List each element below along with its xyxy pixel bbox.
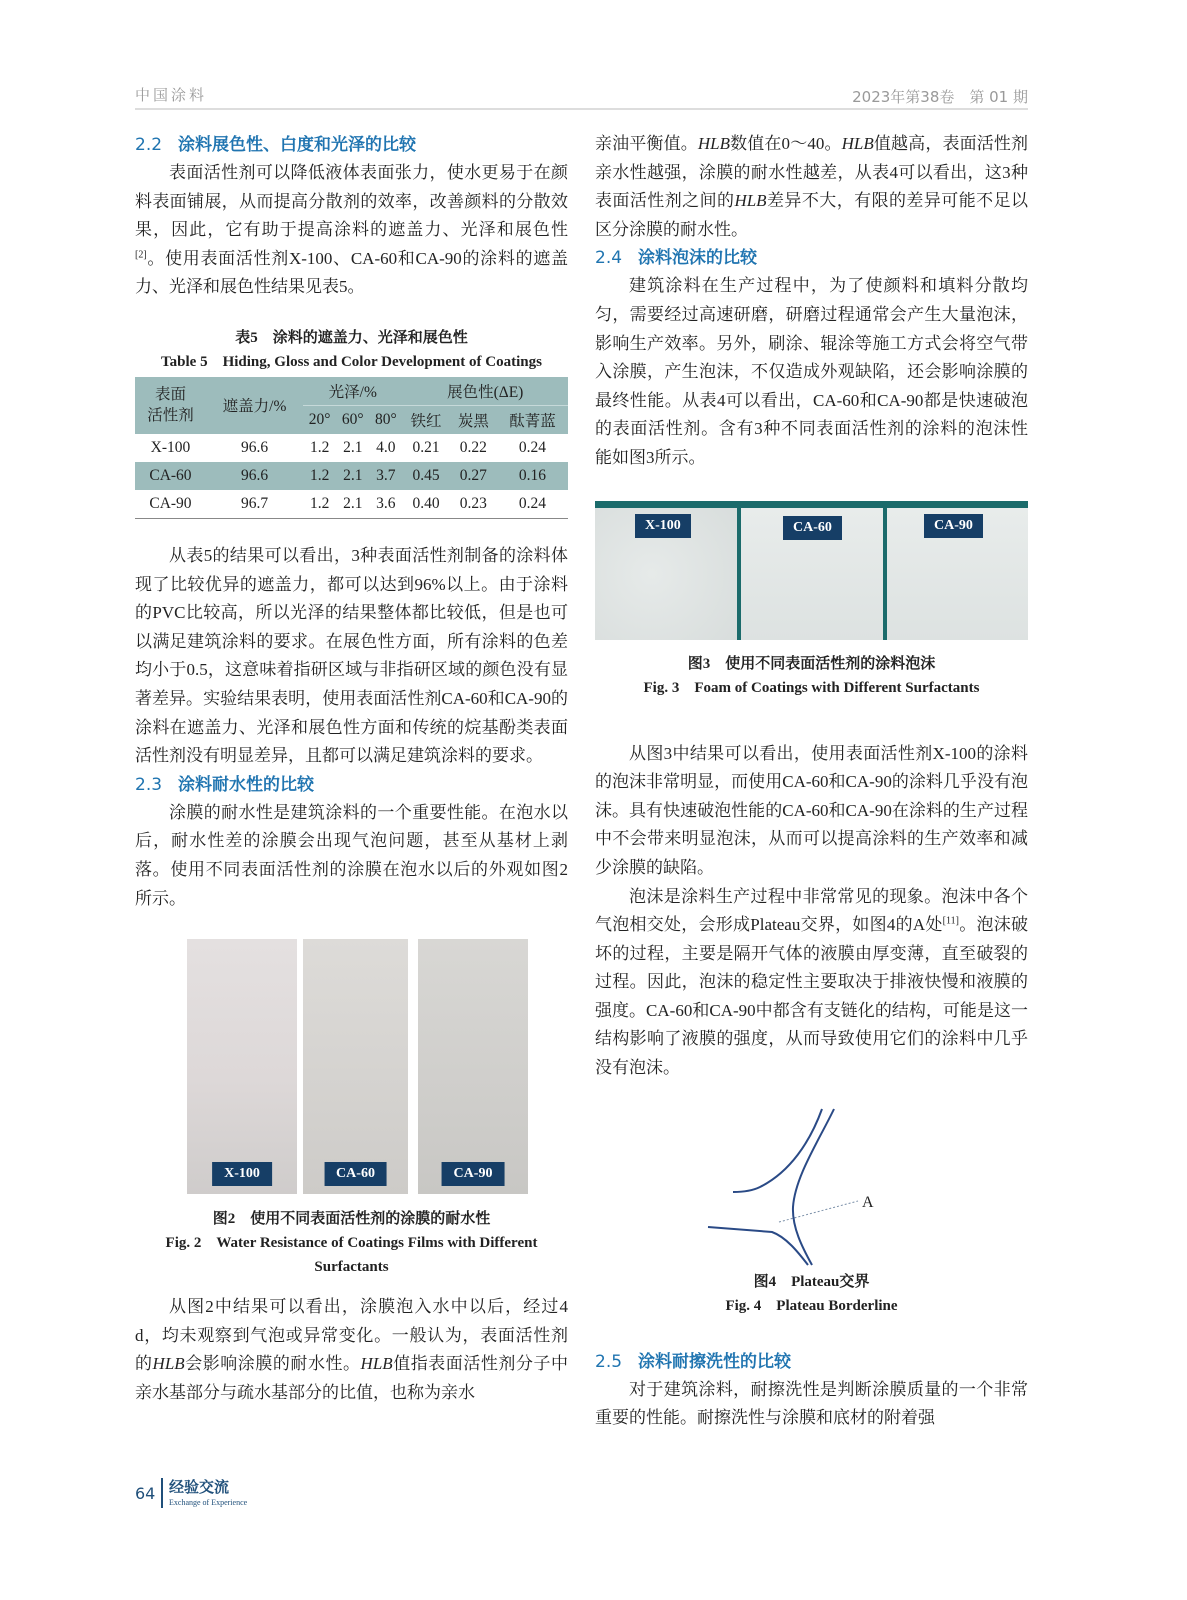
paragraph (595, 883, 1028, 1083)
text-run: 从图2中结果可以看出，涂膜泡入水中以后，经过4 d，均未观察到气泡或异常变化。一般认为，表面活性剂的 (135, 1297, 568, 1374)
citation: [2] (135, 249, 147, 261)
film-line (793, 1109, 834, 1265)
paragraph (595, 272, 1028, 472)
table-5 (135, 377, 568, 519)
paragraph (595, 130, 1028, 244)
cell: 3.6 (369, 490, 402, 519)
figure-2 (135, 939, 568, 1194)
cell: 0.21 (412, 438, 440, 456)
col-header-surfactant: 表面 活性剂 (135, 377, 206, 434)
subheader: 20° (303, 405, 336, 434)
fig2-panel-ca60 (303, 939, 408, 1194)
cell: 0.16 (497, 462, 568, 490)
text-run: 涂膜的耐水性是建筑涂料的一个重要性能。在泡水以后，耐水性差的涂膜会出现气泡问题，甚至从基材上剥落。使用不同表面活性剂的涂膜在泡水以后的外观如图2所示。 (135, 802, 568, 908)
panel-label: CA-90 (924, 514, 983, 538)
section-title: 涂料泡沫的比较 (638, 248, 758, 269)
journal-name: 中国涂料 (135, 86, 208, 104)
section-heading-2-3 (135, 771, 568, 799)
page-number: 64 (135, 1484, 156, 1503)
text-run: 。泡沫破坏的过程，主要是隔开气体的液膜由厚变薄，直至破裂的过程。因此，泡沫的稳定性主要取决于排液快慢和液膜的强度。CA-60和CA-90中都含有支链化的结构，可能是这一结构影响了液膜的强度，从而导致使用它们的涂料中几乎没有泡沫。 (595, 915, 1028, 1078)
section-heading-2-2 (135, 131, 568, 159)
italic-term: HLB (360, 1354, 393, 1374)
cell: X-100 (150, 438, 191, 456)
footer-divider (161, 1478, 163, 1508)
issue-info: 2023年第38卷 第 01 期 (852, 88, 1028, 106)
cell: 0.45 (402, 462, 449, 490)
paragraph (595, 740, 1028, 883)
right-column (595, 130, 1028, 1433)
cell: CA-90 (135, 490, 206, 519)
footer-section-en: Exchange of Experience (169, 1498, 248, 1507)
cell: 0.22 (459, 438, 487, 456)
cell: 0.24 (518, 438, 547, 456)
paragraph (595, 1376, 1028, 1433)
paragraph (135, 1293, 568, 1407)
panel-label: X-100 (212, 1162, 272, 1186)
text-run: 从表5的结果可以看出，3种表面活性剂制备的涂料体现了比较优异的遮盖力，都可以达到96%以上。由于涂料的PVC比较高，所以光泽的结果整体都比较低，但是也可以满足建筑涂料的要求。在展色性方面，所有涂料的色差均小于0.5，这意味着指研区域与非指研区域的颜色没有显著差异。实验结果表明，使用表面活性剂CA-60和CA-90的涂料在遮盖力、光泽和展色性方面和传统的烷基酚类表面活性剂没有明显差异，且都可以满足建筑涂料的要求。 (135, 545, 568, 766)
cell: 2.1 (336, 462, 369, 490)
cell: 2.1 (336, 490, 369, 519)
section-number: 2.4 (595, 248, 623, 269)
section-number: 2.5 (595, 1351, 623, 1372)
fig2-panel-x100 (187, 939, 297, 1194)
section-title: 涂料展色性、白度和光泽的比较 (178, 135, 417, 155)
section-number: 2.2 (135, 135, 163, 155)
cell: 0.23 (450, 490, 497, 519)
panel-label: CA-60 (324, 1162, 387, 1186)
paragraph (135, 799, 568, 913)
panel-label: X-100 (635, 514, 691, 538)
film-line (708, 1227, 808, 1265)
cell: 4.0 (376, 438, 396, 456)
text-run: 泡沫是涂料生产过程中非常常见的现象。泡沫中各个气泡相交处，会形成Plateau交界，如图4的A处 (595, 886, 1028, 935)
pointer-line (779, 1201, 858, 1222)
subheader: 铁红 (402, 405, 449, 434)
cell: 1.2 (309, 438, 330, 456)
text-run: 值越高，表面活性剂亲水性越强，涂膜的耐水性越差，从表4可以看出，这3种表面活性剂之间的 (595, 134, 1029, 211)
film-line (733, 1109, 822, 1192)
text-run: 数值在0～40。 (729, 134, 842, 153)
fig2-caption-cn: 图2 使用不同表面活性剂的涂膜的耐水性 (212, 1211, 491, 1228)
figure-3 (595, 501, 1028, 640)
fig2-caption-en: Fig. 2 Water Resistance of Coatings Films with Different Surfactants (165, 1235, 538, 1276)
footer-section-cn: 经验交流 (169, 1478, 230, 1496)
cell: 0.27 (450, 462, 497, 490)
italic-term: HLB (152, 1354, 185, 1374)
fig3-panel-x100 (595, 508, 737, 640)
fig3-panel-ca60 (741, 508, 883, 640)
cell: 2.1 (343, 438, 363, 456)
cell: 96.6 (206, 462, 303, 490)
text-run: 表面活性剂可以降低液体表面张力，使水更易于在颜料表面铺展，从而提高分散剂的效率，改善颜料的分散效果，因此，它有助于提高涂料的遮盖力、光泽和展色性 (135, 163, 568, 240)
subheader: 60° (336, 405, 369, 434)
header-divider (135, 108, 1028, 110)
left-column (135, 131, 568, 1407)
citation: [11] (942, 915, 959, 927)
text-run: 差异不大，有限的差异可能不足以区分涂膜的耐水性。 (595, 191, 1029, 239)
italic-term: HLB (841, 134, 874, 153)
fig3-caption-en: Fig. 3 Foam of Coatings with Different Surfactants (643, 679, 980, 696)
cell: 0.24 (497, 490, 568, 519)
italic-term: HLB (734, 191, 767, 211)
subheader: 80° (369, 405, 402, 434)
col-header-hiding: 遮盖力/% (206, 377, 303, 434)
section-number: 2.3 (135, 774, 163, 795)
cell: 96.7 (206, 490, 303, 519)
panel-label: CA-90 (442, 1162, 505, 1186)
text-run: 值指表面活性剂分子中亲水基部分与疏水基部分的比值，也称为亲水 (135, 1354, 569, 1402)
fig3-panel-ca90 (887, 508, 1028, 640)
cell: 1.2 (303, 490, 336, 519)
paragraph (135, 542, 568, 771)
text-run: 建筑涂料在生产过程中，为了使颜料和填料分散均匀，需要经过高速研磨，研磨过程通常会产生大量泡沫，影响生产效率。另外，刷涂、辊涂等施工方式会将空气带入涂膜，产生泡沫，不仅造成外观缺陷，还会影响涂膜的最终性能。从表4可以看出，CA-60和CA-90都是快速破泡的表面活性剂。含有3种不同表面活性剂的涂料的泡沫性能如图3所示。 (595, 276, 1028, 467)
table-row (135, 434, 568, 462)
fig3-caption-cn: 图3 使用不同表面活性剂的涂料泡沫 (687, 655, 936, 672)
section-title: 涂料耐水性的比较 (178, 774, 315, 795)
subheader: 炭黑 (450, 405, 497, 434)
text-run: 从图3中结果可以看出，使用表面活性剂X-100的涂料的泡沫非常明显，而使用CA-60和CA-90的涂料几乎没有泡沫。具有快速破泡性能的CA-60和CA-90在涂料的生产过程中不会带来明显泡沫，从而可以提高涂料的生产效率和减少涂膜的缺陷。 (595, 743, 1028, 877)
table-caption-en: Table 5 Hiding, Gloss and Color Development of Coatings (161, 353, 542, 370)
table-row (135, 490, 568, 519)
col-header-color: 展色性(ΔE) (402, 377, 568, 406)
cell: 1.2 (303, 462, 336, 490)
subheader: 酞菁蓝 (497, 405, 568, 434)
fig2-panel-ca90 (418, 939, 528, 1194)
fig4-caption-en: Fig. 4 Plateau Borderline (725, 1297, 898, 1314)
panel-label: CA-60 (783, 516, 842, 540)
text-run: 亲油平衡值。 (595, 134, 698, 153)
italic-term: HLB (697, 134, 730, 153)
section-heading-2-4 (595, 244, 1028, 272)
cell: 96.6 (240, 438, 269, 456)
text-run: 会影响涂膜的耐水性。 (184, 1354, 361, 1374)
text-run: 。使用表面活性剂X-100、CA-60和CA-90的涂料的遮盖力、光泽和展色性结果见表5。 (135, 248, 568, 297)
table-caption-cn: 表5 涂料的遮盖力、光泽和展色性 (235, 329, 468, 346)
cell: 0.40 (402, 490, 449, 519)
cell: CA-60 (135, 462, 206, 490)
text-run: 对于建筑涂料，耐擦洗性是判断涂膜质量的一个非常重要的性能。耐擦洗性与涂膜和底材的附着强 (595, 1379, 1028, 1428)
paragraph (135, 159, 568, 302)
section-heading-2-5 (595, 1348, 1028, 1376)
section-title: 涂料耐擦洗性的比较 (638, 1351, 792, 1372)
table-row (135, 462, 568, 490)
cell: 3.7 (369, 462, 402, 490)
col-header-gloss: 光泽/% (303, 377, 402, 406)
fig4-caption-cn: 图4 Plateau交界 (753, 1273, 870, 1290)
fig4-plateau-diagram (690, 1097, 890, 1267)
point-label-a: A (862, 1193, 874, 1211)
